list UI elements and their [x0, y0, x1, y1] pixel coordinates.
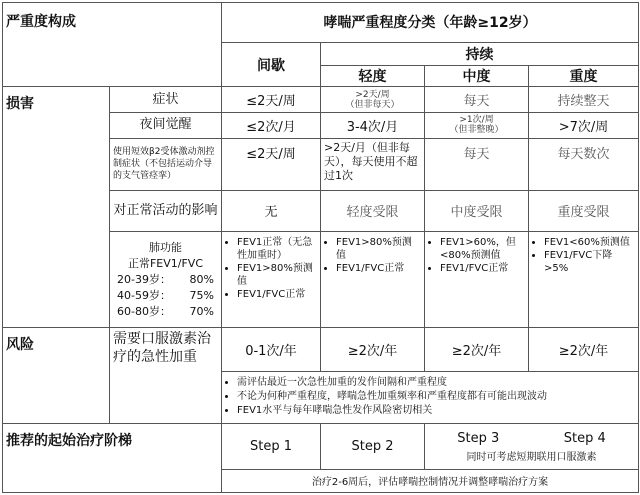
risk-note: • 需评估最近一次急性加重的发作间隔和严重程度: [237, 376, 635, 390]
symptoms-mild-main: >2天/周: [355, 89, 390, 100]
night-waking-label: 夜间觉醒: [110, 113, 222, 138]
symptoms-label: 症状: [110, 87, 222, 113]
activity-severe: 重度受限: [529, 190, 639, 232]
step1-label: Step 1: [249, 439, 292, 455]
treatment-step34-cell: [425, 424, 639, 470]
age-range: 40-59岁：: [117, 288, 171, 302]
table-title: 哮喘严重程度分类（年龄≥12岁）: [222, 3, 639, 43]
night-intermittent: ≤2次/月: [222, 113, 321, 138]
corner-header: 严重度构成: [3, 3, 110, 87]
treatment-step1-cell: [222, 424, 321, 470]
age-pct: 70%: [189, 304, 214, 318]
header-persistent: 持续: [321, 42, 639, 65]
saba-moderate: 每天: [425, 138, 529, 190]
age-range-row: [113, 272, 218, 288]
bullet-item: • FEV1正常（无急性加重时）: [237, 236, 317, 262]
lung-intermittent: [222, 232, 321, 328]
asthma-severity-table: [2, 2, 639, 493]
treatment-followup-note: 治疗2-6周后，评估哮喘控制情况并调整哮喘治疗方案: [222, 469, 639, 492]
night-moderate-main: >1次/周: [459, 115, 494, 126]
activity-impact-label: 对正常活动的影响: [110, 190, 222, 232]
lung-mild: [321, 232, 425, 328]
bullet-item: • FEV1/FVC下降>5%: [544, 249, 635, 275]
impairment-section-label: 损害: [3, 87, 110, 328]
risk-severe: ≥2次/年: [529, 328, 639, 372]
fvc-normal-label: 正常FEV1/FVC: [127, 256, 204, 270]
bullet-item: • FEV1>60%，但<80%预测值: [440, 236, 525, 262]
step3-label: Step 3: [457, 430, 500, 446]
risk-section-label: 风险: [3, 328, 110, 424]
saba-mild: >2天/月（但非每天），每天使用不超过1次: [321, 138, 425, 190]
treatment-step2-cell: [321, 424, 425, 470]
bullet-item: • FEV1/FVC正常: [440, 262, 525, 275]
activity-moderate: 中度受限: [425, 190, 529, 232]
lung-function-label-cell: [110, 232, 222, 328]
activity-intermittent: 无: [222, 190, 321, 232]
activity-mild: 轻度受限: [321, 190, 425, 232]
night-moderate: [425, 113, 529, 138]
bullet-item: • FEV1<60%预测值: [544, 236, 635, 249]
oral-steroid-exacerbation-label: 需要口服激素治疗的急性加重: [110, 328, 222, 424]
age-range: 60-80岁：: [117, 304, 171, 318]
step4-label: Step 4: [563, 430, 606, 446]
lung-moderate: [425, 232, 529, 328]
age-range-row: [113, 288, 218, 304]
treatment-section-label: 推荐的起始治疗阶梯: [3, 424, 222, 493]
step34-row: [425, 431, 638, 446]
bullet-item: • FEV1/FVC正常: [237, 288, 317, 301]
night-severe: >7次/周: [529, 113, 639, 138]
bullet-item: • FEV1/FVC正常: [336, 262, 421, 275]
risk-moderate: ≥2次/年: [425, 328, 529, 372]
symptoms-intermittent: ≤2天/周: [222, 87, 321, 113]
age-range: 20-39岁：: [117, 272, 171, 286]
header-moderate: 中度: [425, 65, 529, 87]
lung-function-label: 肺功能: [149, 240, 182, 254]
lung-severe: [529, 232, 639, 328]
symptoms-severe: 持续整天: [529, 87, 639, 113]
header-intermittent: 间歇: [222, 42, 321, 87]
bullet-item: • FEV1>80%预测值: [336, 236, 421, 262]
night-mild: 3-4次/月: [321, 113, 425, 138]
risk-note: • FEV1水平与每年哮喘急性发作风险密切相关: [237, 404, 635, 418]
saba-intermittent: ≤2天/周: [222, 138, 321, 190]
step2-label: Step 2: [351, 439, 394, 455]
saba-severe: 每天数次: [529, 138, 639, 190]
oral-steroid-note: 同时可考虑短期联用口服激素: [466, 451, 597, 463]
header-mild: 轻度: [321, 65, 425, 87]
symptoms-mild-sub: （但非每天）: [345, 99, 400, 110]
bullet-item: • FEV1>80%预测值: [237, 262, 317, 288]
night-moderate-sub: （但非整晚）: [449, 125, 504, 136]
symptoms-mild: [321, 87, 425, 113]
risk-note: • 不论为何种严重程度，哮喘急性加重频率和严重程度都有可能出现波动: [237, 390, 635, 404]
age-range-row: [113, 304, 218, 320]
risk-mild: ≥2次/年: [321, 328, 425, 372]
age-pct: 75%: [189, 288, 214, 302]
corner-spacer: [110, 3, 222, 87]
symptoms-moderate: 每天: [425, 87, 529, 113]
header-severe: 重度: [529, 65, 639, 87]
risk-intermittent: 0-1次/年: [222, 328, 321, 372]
age-pct: 80%: [189, 272, 214, 286]
saba-use-label: 使用短效β2受体激动剂控制症状（不包括运动介导的支气管痉挛）: [110, 138, 222, 190]
risk-notes: [222, 372, 639, 424]
